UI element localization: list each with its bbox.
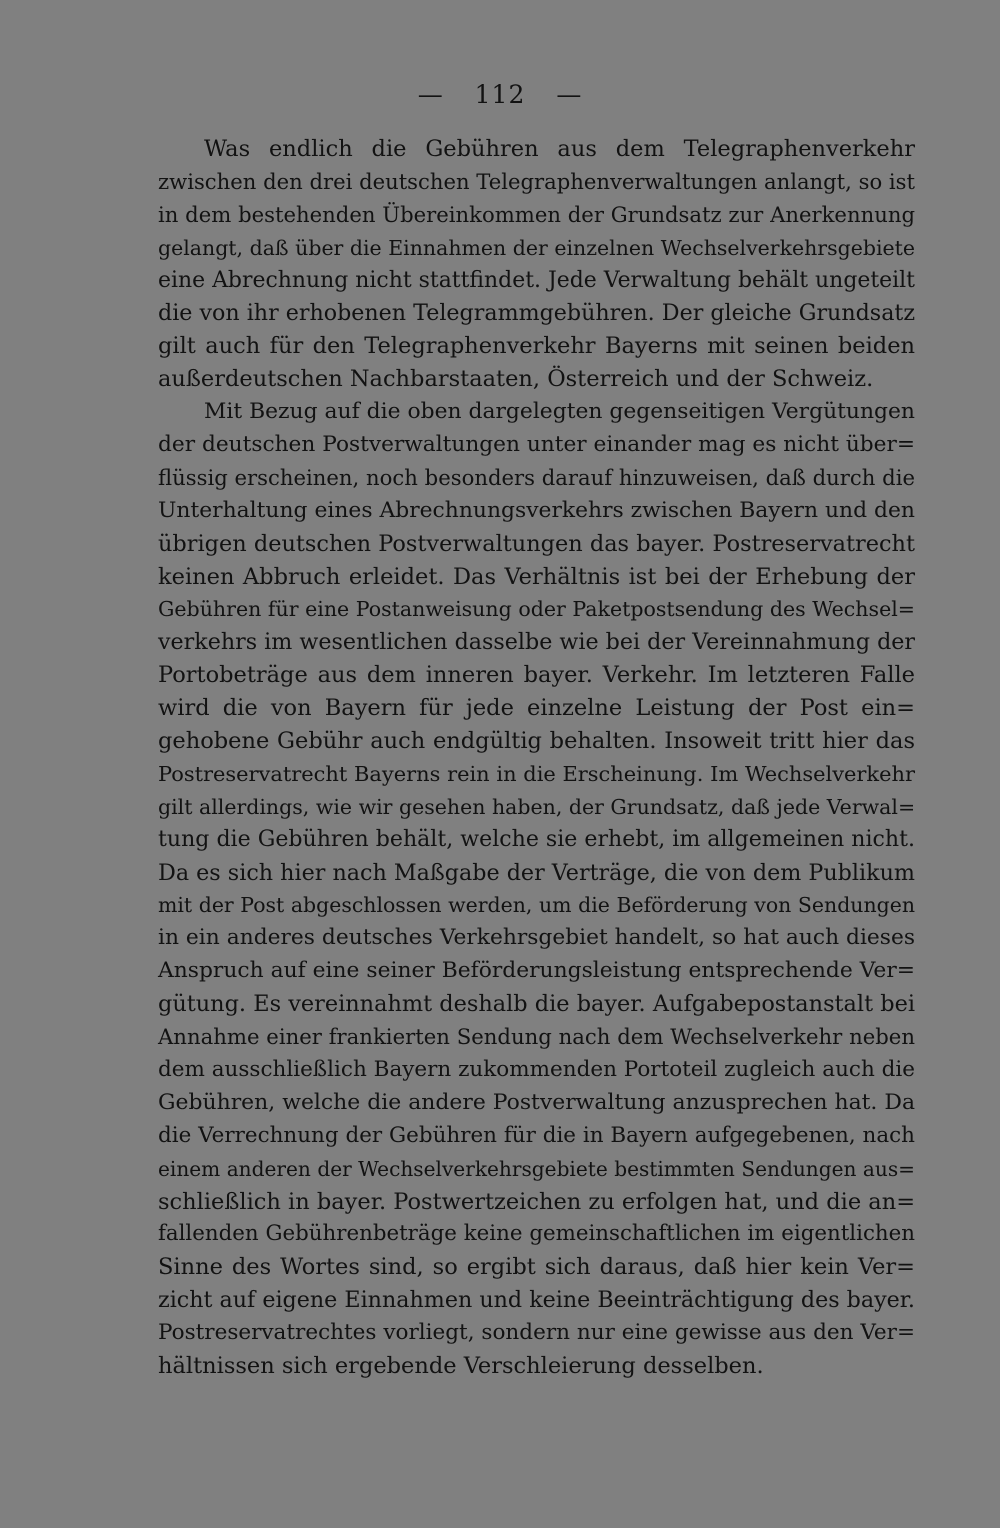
text-line: mit der Post abgeschlossen werden, um die Beförderung von Sendungen bbox=[158, 893, 915, 918]
page-number: 112 bbox=[474, 80, 526, 109]
text-line: Was endlich die Gebühren aus dem Telegraphenverkehr bbox=[204, 136, 915, 162]
text-line: tung die Gebühren behält, welche sie erhebt, im allgemeinen nicht. bbox=[158, 826, 915, 852]
text-line: dem ausschließlich Bayern zukommenden Portoteil zugleich auch die bbox=[158, 1056, 915, 1082]
text-line: hältnissen sich ergebende Verschleierung desselben. bbox=[158, 1352, 764, 1379]
text-line: außerdeutschen Nachbarstaaten, Österreich und der Schweiz. bbox=[158, 366, 874, 393]
text-line: zicht auf eigene Einnahmen und keine Beeinträchtigung des bayer. bbox=[158, 1287, 915, 1314]
text-line: fallenden Gebührenbeträge keine gemeinschaftlichen im eigentlichen bbox=[158, 1221, 915, 1247]
text-line: übrigen deutschen Postverwaltungen das bayer. Postreservatrecht bbox=[158, 530, 915, 557]
body-text bbox=[158, 133, 915, 1383]
text-line: Portobeträge aus dem inneren bayer. Verkehr. Im letzteren Falle bbox=[158, 662, 915, 689]
text-line: keinen Abbruch erleidet. Das Verhältnis ist bei der Erhebung der bbox=[158, 563, 915, 590]
text-line: schließlich in bayer. Postwertzeichen zu erfolgen hat, und die an= bbox=[158, 1188, 916, 1215]
text-line: in dem bestehenden Übereinkommen der Grundsatz zur Anerkennung bbox=[158, 201, 915, 227]
text-line: die von ihr erhobenen Telegrammgebühren. Der gleiche Grundsatz bbox=[158, 300, 915, 327]
text-line: zwischen den drei deutschen Telegraphenverwaltungen anlangt, so ist bbox=[158, 168, 915, 194]
page-number-header bbox=[0, 78, 1000, 112]
text-line: Gebühren für eine Postanweisung oder Paketpostsendung des Wechsel= bbox=[158, 597, 915, 622]
text-line: flüssig erscheinen, noch besonders darauf hinzuweisen, daß durch die bbox=[158, 464, 915, 490]
text-line: Mit Bezug auf die oben dargelegten gegenseitigen Vergütungen bbox=[204, 399, 915, 425]
text-line: Sinne des Wortes sind, so ergibt sich daraus, daß hier kein Ver= bbox=[158, 1254, 915, 1281]
text-line: der deutschen Postverwaltungen unter einander mag es nicht über= bbox=[158, 432, 915, 458]
header-dash-left: — bbox=[417, 80, 444, 109]
text-line: gelangt, daß über die Einnahmen der einzelnen Wechselverkehrsgebiete bbox=[158, 235, 915, 260]
text-line: Gebühren, welche die andere Postverwaltung anzusprechen hat. Da bbox=[158, 1089, 915, 1115]
text-line: Unterhaltung eines Abrechnungsverkehrs zwischen Bayern und den bbox=[158, 497, 915, 523]
text-line: Annahme einer frankierten Sendung nach dem Wechselverkehr neben bbox=[158, 1024, 915, 1050]
paragraph bbox=[158, 396, 915, 1383]
text-line: Da es sich hier nach Maßgabe der Verträge, die von dem Publikum bbox=[158, 859, 915, 886]
paragraph bbox=[158, 133, 915, 396]
text-line: gütung. Es vereinnahmt deshalb die bayer. Aufgabepostanstalt bei bbox=[158, 991, 915, 1018]
text-line: die Verrechnung der Gebühren für die in Bayern aufgegebenen, nach bbox=[158, 1122, 915, 1148]
text-line: gehobene Gebühr auch endgültig behalten. Insoweit tritt hier das bbox=[158, 728, 915, 755]
text-line: verkehrs im wesentlichen dasselbe wie bei der Vereinnahmung der bbox=[158, 629, 916, 656]
text-line: eine Abrechnung nicht stattfindet. Jede Verwaltung behält ungeteilt bbox=[158, 267, 915, 293]
text-line: in ein anderes deutsches Verkehrsgebiet handelt, so hat auch dieses bbox=[158, 925, 915, 951]
text-line: Anspruch auf eine seiner Beförderungsleistung entsprechende Ver= bbox=[158, 958, 915, 984]
header-dash-right: — bbox=[556, 80, 583, 109]
text-line: einem anderen der Wechselverkehrsgebiete bestimmten Sendungen aus= bbox=[158, 1156, 915, 1181]
text-line: wird die von Bayern für jede einzelne Leistung der Post ein= bbox=[158, 695, 915, 722]
text-line: gilt allerdings, wie wir gesehen haben, der Grundsatz, daß jede Verwal= bbox=[158, 794, 916, 819]
text-line: gilt auch für den Telegraphenverkehr Bayerns mit seinen beiden bbox=[158, 333, 915, 360]
text-line: Postreservatrechtes vorliegt, sondern nur eine gewisse aus den Ver= bbox=[158, 1320, 915, 1346]
text-line: Postreservatrecht Bayerns rein in die Erscheinung. Im Wechselverkehr bbox=[158, 761, 915, 786]
